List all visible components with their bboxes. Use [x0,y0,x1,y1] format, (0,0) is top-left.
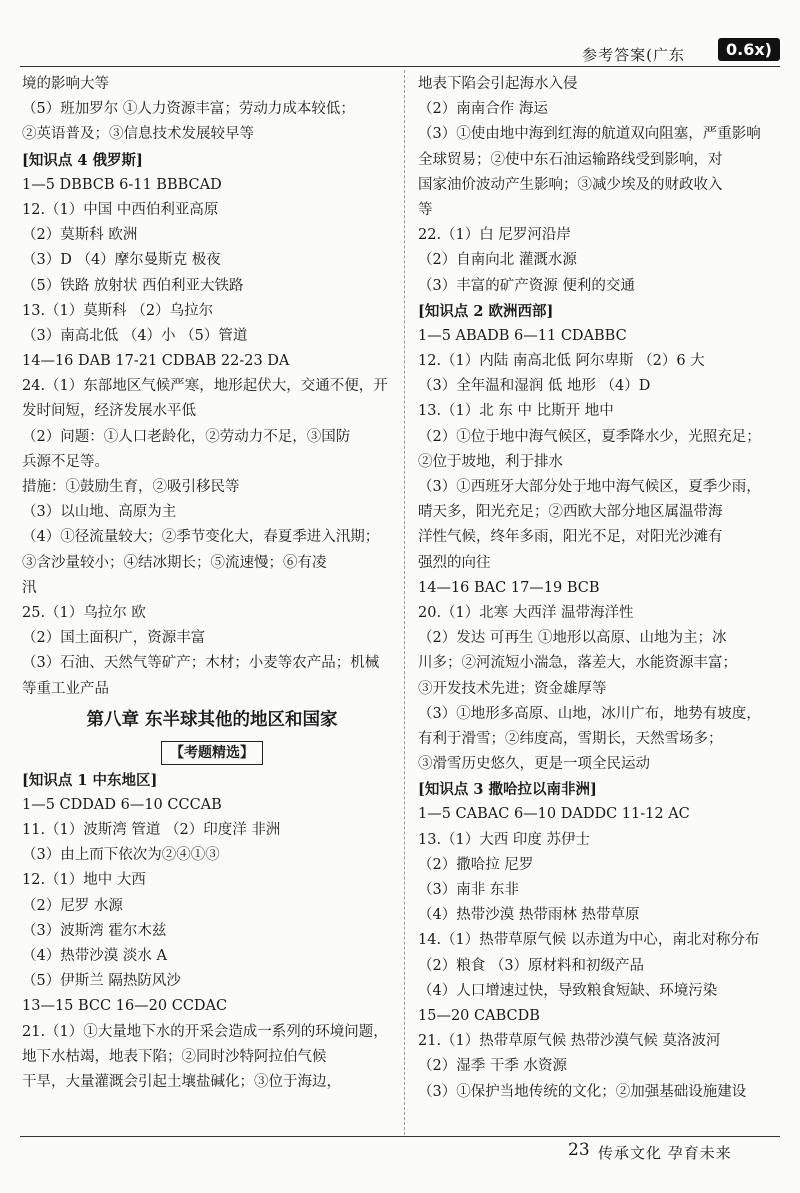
exam-heading [22,738,402,768]
answer-line: （2）尼罗 水源 [22,897,123,914]
answer-line: （2）国土面积广，资源丰富 [22,630,206,647]
answer-line: 13—15 BCC 16—20 CCDAC [22,998,228,1015]
answer-line: 1—5 ABADB 6—11 CDABBC [418,327,627,344]
answer-line: （5）伊斯兰 隔热防风沙 [22,973,181,990]
header-title: 参考答案(广东 [582,46,685,64]
answer-line: （4）热带沙漠 热带雨林 热带草原 [418,907,640,924]
answer-line: 24.（1）东部地区气候严寒，地形起伏大，交通不便，开 [22,378,388,395]
answer-line: （2）自南向北 灌溉水源 [418,252,577,269]
answer-line: （3）①西班牙大部分处于地中海气候区，夏季少雨， [418,479,761,495]
footer-rule [20,1136,780,1137]
answer-line: （2）①位于地中海气候区，夏季降水少，光照充足； [418,428,761,445]
answer-line: 13.（1）大西 印度 苏伊士 [418,831,591,848]
answer-line: 1—5 CABAC 6—10 DADDC 11-12 AC [418,806,690,823]
column-divider [404,70,405,1135]
answer-line: 等 [418,201,433,218]
answer-line: 措施：①鼓励生育，②吸引移民等 [22,479,240,495]
footer-slogan: 传承文化 孕育未来 [598,1144,732,1162]
answer-line: （3）南高北低 （4）小 （5）管道 [22,327,248,344]
answer-line: （3）全年温和湿润 低 地形 （4）D [418,378,651,395]
answer-line: 洋性气候，终年多雨，阳光不足，对阳光沙滩有 [418,529,723,546]
answer-line: 22.（1）白 尼罗河沿岸 [418,227,571,244]
answer-line: 14.（1）热带草原气候 以赤道为中心，南北对称分布 [418,932,760,949]
section-heading: [知识点 1 中东地区] [22,771,158,789]
section-heading: [知识点 2 欧洲西部] [418,302,554,320]
answer-line: 川多；②河流短小湍急，落差大，水能资源丰富； [418,655,737,672]
answer-line: ②位于坡地，利于排水 [418,453,563,470]
answer-line: 12.（1）内陆 南高北低 阿尔卑斯 （2）6 大 [418,353,705,370]
answer-line: 11.（1）波斯湾 管道 （2）印度洋 非洲 [22,822,281,839]
page-number: 23 [568,1140,590,1160]
answer-line: 等重工业产品 [22,680,109,697]
answer-line: （5）铁路 放射状 西伯利亚大铁路 [22,277,244,294]
answer-line: 晴天多，阳光充足；②西欧大部分地区属温带海 [418,504,723,521]
answer-line: 1—5 DBBCB 6-11 BBBCAD [22,176,222,193]
page-header [0,0,800,66]
answer-line: （4）热带沙漠 淡水 A [22,948,167,964]
answer-line: 12.（1）地中 大西 [22,872,146,889]
answer-line: （3）南非 东非 [418,882,519,898]
answer-line: （2）问题：①人口老龄化，②劳动力不足，③国防 [22,428,351,445]
answer-line: （3）由上而下依次为②④①③ [22,847,220,864]
answer-line: 地表下陷会引起海水入侵 [418,76,578,92]
answer-line: （2）莫斯科 欧洲 [22,227,138,244]
right-column [418,72,798,1105]
answer-line: 全球贸易；②使中东石油运输路线受到影响，对 [418,151,723,168]
answer-line: （3）①地形多高原、山地，冰川广布，地势有坡度， [418,705,761,722]
answer-line: ③滑雪历史悠久，更是一项全民运动 [418,756,650,773]
exam-heading-box: 【考题精选】 [161,741,263,765]
answer-line: 14—16 DAB 17-21 CDBAB 22-23 DA [22,353,290,370]
answer-line: 14—16 BAC 17—19 BCB [418,579,600,596]
answer-line: （5）班加罗尔 ①人力资源丰富；劳动力成本较低； [22,101,355,118]
answer-line: （2）粮食 （3）原材料和初级产品 [418,957,645,974]
answer-line: 有利于滑雪；②纬度高，雪期长，天然雪场多； [418,730,723,747]
answer-line: 兵源不足等。 [22,453,109,470]
answer-line: 25.（1）乌拉尔 欧 [22,604,146,621]
answer-line: 1—5 CDDAD 6—10 CCCAB [22,796,222,813]
answer-line: （3）波斯湾 霍尔木兹 [22,922,167,939]
answer-line: 发时间短，经济发展水平低 [22,403,196,420]
answer-line: （4）①径流量较大；②季节变化大，春夏季进入汛期； [22,529,380,546]
answer-line: 境的影响大等 [22,76,109,92]
answer-line: （2）南南合作 海运 [418,101,548,118]
answer-line: ③含沙量较小；④结冰期长；⑤流速慢；⑥有凌 [22,554,327,571]
answer-line: （3）丰富的矿产资源 便利的交通 [418,277,635,294]
answer-line: 干旱，大量灌溉会引起土壤盐碱化；③位于海边， [22,1073,341,1090]
answer-line: （4）人口增速过快，导致粮食短缺、环境污染 [418,982,718,999]
answer-line: （3）以山地、高原为主 [22,504,177,521]
left-column [22,72,402,1095]
answer-line: 国家油价波动产生影响；③减少埃及的财政收入 [418,176,723,193]
section-heading: [知识点 4 俄罗斯] [22,151,143,169]
answer-line: 13.（1）莫斯科 （2）乌拉尔 [22,302,214,319]
answer-line: （3）①使由地中海到红海的航道双向阻塞，严重影响 [418,126,761,143]
answer-line: 12.（1）中国 中西伯利亚高原 [22,201,219,218]
answer-line: （3）石油、天然气等矿产；木材；小麦等农产品；机械 [22,655,380,672]
header-rule [20,66,780,67]
answer-line: 强烈的向往 [418,554,491,571]
answer-line: （3）①保护当地传统的文化；②加强基础设施建设 [418,1083,747,1100]
answer-line: 20.（1）北寒 大西洋 温带海洋性 [418,604,634,621]
answer-line: ②英语普及；③信息技术发展较早等 [22,126,254,143]
section-heading: [知识点 3 撒哈拉以南非洲] [418,781,597,799]
answer-line: （2）撒哈拉 尼罗 [418,856,534,873]
answer-line: 13.（1）北 东 中 比斯开 地中 [418,403,614,420]
answer-line: （2）湿季 干季 水资源 [418,1058,567,1075]
answer-line: 21.（1）热带草原气候 热带沙漠气候 莫洛波河 [418,1033,721,1050]
chapter-title: 第八章 东半球其他的地区和国家 [86,709,338,730]
header-badge: 0.6x) [718,38,780,61]
answer-line: 15—20 CABCDB [418,1007,540,1024]
answer-line: （2）发达 可再生 ①地形以高原、山地为主；冰 [418,630,727,647]
answer-line: 地下水枯竭，地表下陷；②同时沙特阿拉伯气候 [22,1048,327,1065]
answer-line: ③开发技术先进；资金雄厚等 [418,680,607,697]
answer-line: 21.（1）①大量地下水的开采会造成一系列的环境问题， [22,1023,388,1040]
answer-line: （3）D （4）摩尔曼斯克 极夜 [22,252,221,269]
answer-line: 汛 [22,579,37,596]
